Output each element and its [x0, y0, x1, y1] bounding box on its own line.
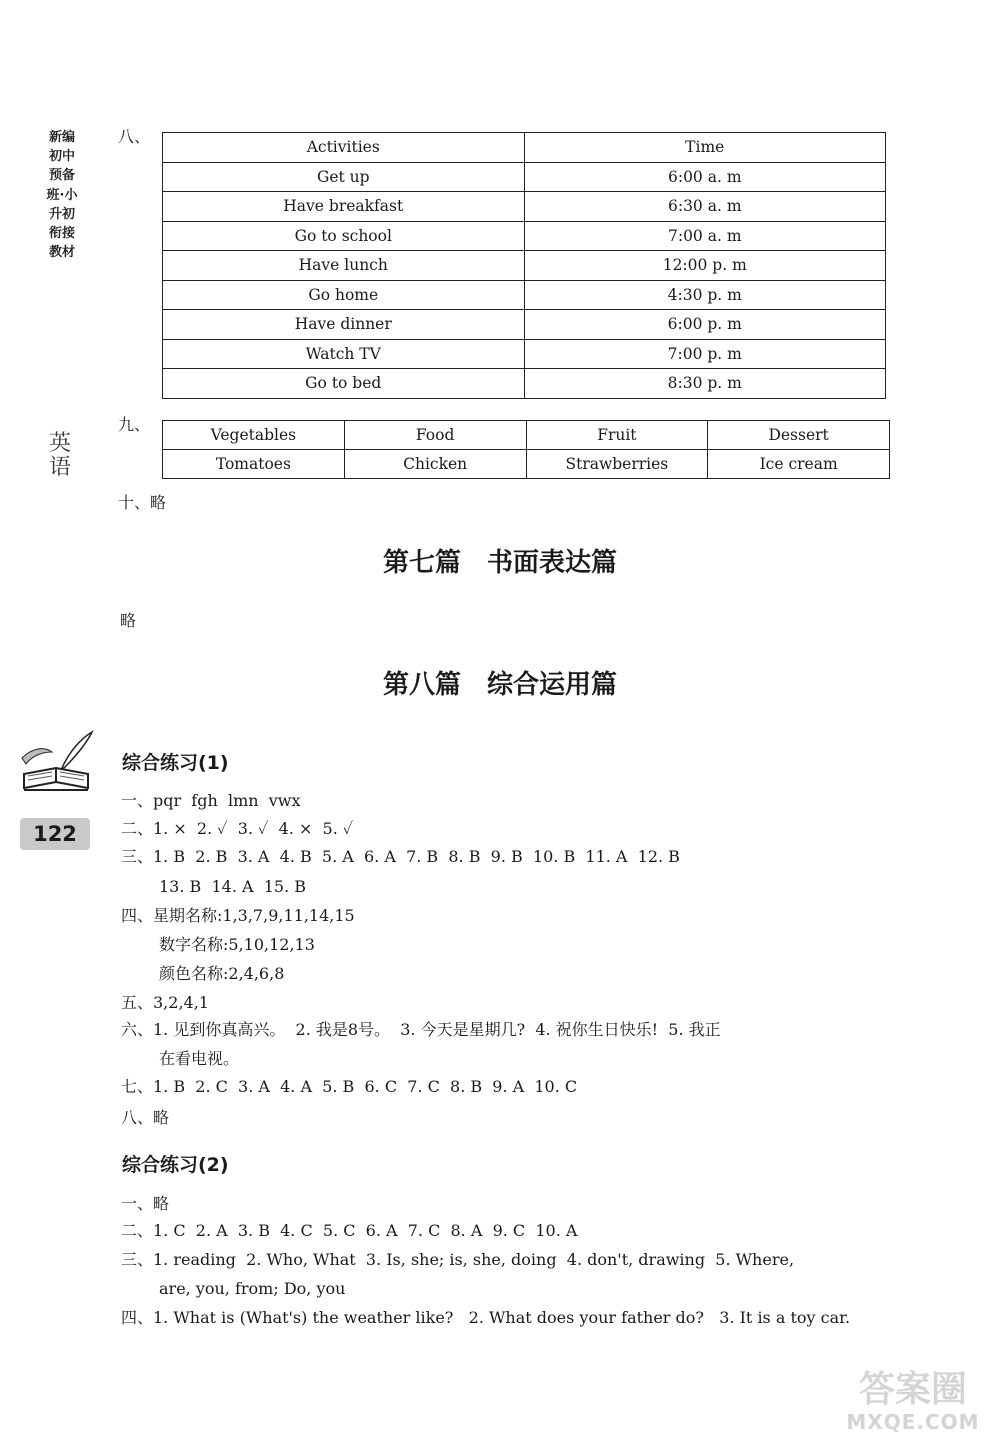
answer-line: 二、1. × 2. ✓ 3. ✓ 4. × 5. ✓	[121, 819, 354, 838]
answer-line: 四、1. What is (What's) the weather like? 2. What does your father do? 3. It is a toy car.	[121, 1308, 851, 1327]
table-row	[163, 280, 886, 310]
subject-label: 英语	[48, 431, 71, 480]
table-row	[163, 251, 886, 281]
answer-line: 二、1. C 2. A 3. B 4. C 5. C 6. A 7. C 8. A 9. C 10. A	[121, 1221, 578, 1240]
answer-line: 六、1. 见到你真高兴。 2. 我是8号。 3. 今天是星期几? 4. 祝你生日快乐! 5. 我正	[121, 1020, 721, 1039]
page-number: 122	[20, 818, 90, 850]
exercise2-title: 综合练习(2)	[122, 1154, 229, 1176]
watermark-line1: 答案圈	[858, 1369, 967, 1410]
table-cell: Chicken	[344, 450, 526, 479]
activity-cell: Have lunch	[163, 251, 525, 281]
table-row	[163, 221, 886, 251]
header-cell: Vegetables	[163, 421, 345, 450]
answer-line: are, you, from; Do, you	[159, 1279, 346, 1298]
watermark	[838, 1370, 988, 1434]
activity-cell: Go home	[163, 280, 525, 310]
time-cell: 8:30 p. m	[524, 369, 886, 399]
activity-cell: Have dinner	[163, 310, 525, 340]
section10-text: 十、略	[118, 493, 167, 512]
answer-line: 在看电视。	[159, 1049, 240, 1068]
schedule-table	[162, 132, 886, 399]
time-cell: 4:30 p. m	[524, 280, 886, 310]
activity-cell: Watch TV	[163, 339, 525, 369]
activity-cell: Have breakfast	[163, 192, 525, 222]
series-title: 新编初中预备班·小升初衔接教材	[46, 130, 78, 261]
header-cell: Dessert	[708, 421, 890, 450]
food-table	[162, 420, 890, 479]
answer-line: 一、pqr fgh lmn vwx	[121, 791, 301, 810]
part7-title: 第七篇 书面表达篇	[382, 548, 617, 578]
answer-line: 颜色名称:2,4,6,8	[159, 964, 285, 983]
watermark-line2: MXQE.COM	[846, 1410, 980, 1434]
activity-cell: Go to bed	[163, 369, 525, 399]
time-cell: 7:00 a. m	[524, 221, 886, 251]
header-cell: Activities	[163, 133, 525, 163]
activity-cell: Go to school	[163, 221, 525, 251]
part7-answer: 略	[120, 611, 137, 630]
time-cell: 6:00 p. m	[524, 310, 886, 340]
answer-line: 一、略	[121, 1194, 170, 1213]
book-quill-icon	[18, 728, 96, 798]
table-header-row	[163, 421, 890, 450]
table-row	[163, 339, 886, 369]
header-cell: Time	[524, 133, 886, 163]
header-cell: Fruit	[526, 421, 708, 450]
table-cell: Tomatoes	[163, 450, 345, 479]
time-cell: 6:00 a. m	[524, 162, 886, 192]
activity-cell: Get up	[163, 162, 525, 192]
table-row	[163, 450, 890, 479]
table-row	[163, 192, 886, 222]
section9-label: 九、	[118, 415, 151, 434]
time-cell: 12:00 p. m	[524, 251, 886, 281]
part8-title: 第八篇 综合运用篇	[382, 670, 617, 700]
table-header-row	[163, 133, 886, 163]
time-cell: 6:30 a. m	[524, 192, 886, 222]
answer-line: 三、1. reading 2. Who, What 3. Is, she; is, she, doing 4. don't, drawing 5. Where,	[121, 1250, 795, 1269]
section8-label: 八、	[118, 127, 151, 146]
answer-line: 七、1. B 2. C 3. A 4. A 5. B 6. C 7. C 8. B 9. A 10. C	[121, 1077, 578, 1096]
answer-line: 八、略	[121, 1108, 170, 1127]
table-row	[163, 162, 886, 192]
answer-line: 数字名称:5,10,12,13	[159, 935, 315, 954]
header-cell: Food	[344, 421, 526, 450]
answer-line: 13. B 14. A 15. B	[159, 877, 307, 896]
table-cell: Strawberries	[526, 450, 708, 479]
time-cell: 7:00 p. m	[524, 339, 886, 369]
table-row	[163, 369, 886, 399]
exercise1-title: 综合练习(1)	[122, 752, 229, 774]
answer-line: 三、1. B 2. B 3. A 4. B 5. A 6. A 7. B 8. B 9. B 10. B 11. A 12. B	[121, 847, 680, 866]
answer-line: 四、星期名称:1,3,7,9,11,14,15	[121, 906, 355, 925]
answer-line: 五、3,2,4,1	[121, 993, 209, 1012]
table-row	[163, 310, 886, 340]
table-cell: Ice cream	[708, 450, 890, 479]
